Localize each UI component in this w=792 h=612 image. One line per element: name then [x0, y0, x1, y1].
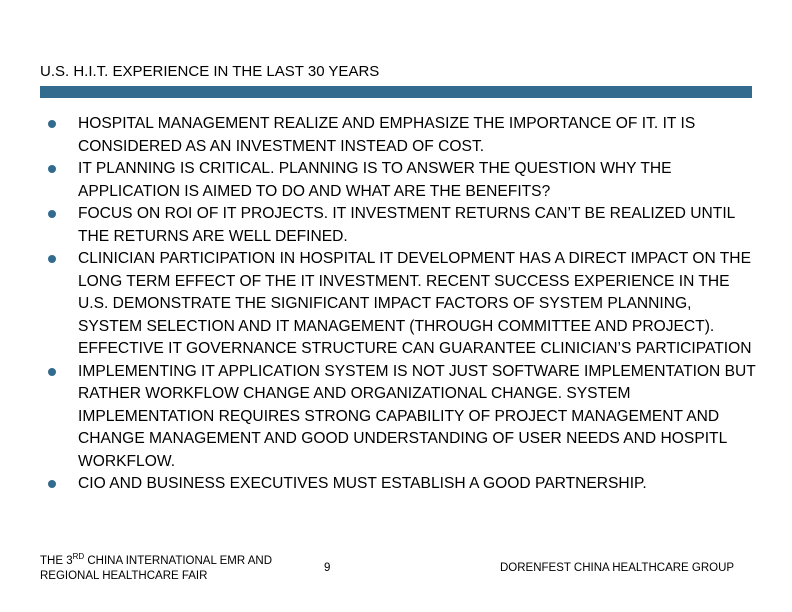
footer-event-line2: REGIONAL HEALTHCARE FAIR — [40, 570, 208, 582]
slide-title: U.S. H.I.T. EXPERIENCE IN THE LAST 30 YEARS — [40, 63, 380, 80]
footer-event-name — [40, 554, 272, 584]
bullet-dot-icon — [48, 120, 56, 128]
bullet-dot-icon — [48, 210, 56, 218]
title-divider-bar — [40, 86, 752, 98]
bullet-text: IT PLANNING IS CRITICAL. PLANNING IS TO ANSWER THE QUESTION WHY THE APPLICATION IS AIMED TO DO AND WHAT ARE THE BENEFITS? — [78, 160, 672, 200]
bullet-item — [46, 113, 758, 158]
bullet-text: FOCUS ON ROI OF IT PROJECTS. IT INVESTMENT RETURNS CAN’T BE REALIZED UNTIL THE RETURNS ARE WELL DEFINED. — [78, 205, 735, 245]
bullet-item — [46, 473, 758, 496]
footer-organization: DORENFEST CHINA HEALTHCARE GROUP — [500, 562, 735, 574]
footer-event-ordinal: RD — [72, 552, 85, 562]
bullet-dot-icon — [48, 255, 56, 263]
bullet-text: HOSPITAL MANAGEMENT REALIZE AND EMPHASIZE THE IMPORTANCE OF IT. IT IS CONSIDERED AS AN INVESTMENT INSTEAD OF COST. — [78, 115, 696, 155]
bullet-text: IMPLEMENTING IT APPLICATION SYSTEM IS NOT JUST SOFTWARE IMPLEMENTATION BUT RATHER WORKFLOW CHANGE AND ORGANIZATIONAL CHANGE. SYSTEM IMPLEMENTATION REQUIRES STRONG CAPABILITY OF PROJECT MANAGEMENT AND CHANGE MANAGEMENT AND GOOD UNDERSTANDING OF USER NEEDS AND HOSPITL WORKFLOW. — [78, 362, 756, 470]
footer-event-prefix: THE 3 — [40, 555, 73, 567]
footer-event-line1 — [40, 554, 272, 569]
bullet-item — [46, 248, 758, 361]
bullet-text: CIO AND BUSINESS EXECUTIVES MUST ESTABLISH A GOOD PARTNERSHIP. — [78, 475, 647, 492]
bullet-dot-icon — [48, 165, 56, 173]
footer-event-line1-rest: CHINA INTERNATIONAL EMR AND — [84, 555, 273, 567]
bullet-dot-icon — [48, 480, 56, 488]
bullet-item — [46, 203, 758, 248]
bullet-text: CLINICIAN PARTICIPATION IN HOSPITAL IT DEVELOPMENT HAS A DIRECT IMPACT ON THE LONG TERM EFFECT OF THE IT INVESTMENT. RECENT SUCCESS EXPERIENCE IN THE U.S. DEMONSTRATE THE SIGNIFICANT IMPACT FACTORS OF SYSTEM PLANNING, SYSTEM SELECTION AND IT MANAGEMENT (THROUGH COMMITTEE AND PROJECT). EFFECTIVE IT GOVERNANCE STRUCTURE CAN GUARANTEE CLINICIAN’S PARTICIPATION — [78, 250, 752, 357]
bullet-dot-icon — [48, 368, 56, 376]
bullet-item — [46, 158, 758, 203]
bullet-list — [46, 113, 758, 496]
page-number: 9 — [324, 562, 331, 574]
bullet-item — [46, 361, 758, 474]
